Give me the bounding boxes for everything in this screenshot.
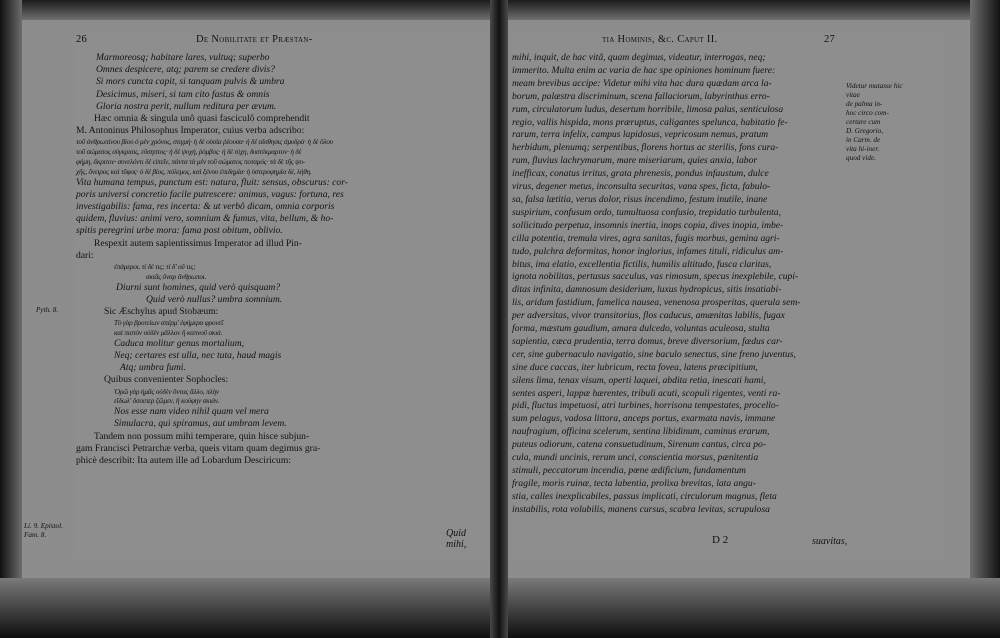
right-text-line: naufragium, officina scelerum, sentina libidinum, caminus erarum, (512, 426, 770, 438)
left-text-line: investigabilis: fama, res incerta: & ut verbô dicam, omnia corporis (76, 201, 335, 213)
left-text-line: Hæc omnia & singula unô quasi fasciculô comprehendit (94, 113, 310, 125)
right-margin-notes (846, 82, 906, 163)
left-text-line: Gloria nostra perit, nullum reditura per ævum. (96, 100, 277, 112)
right-text-line: cilla potentia, tremula vires, agra sanitas, fugis morbus, gemina agri- (512, 232, 780, 244)
right-text-line: sa, falsa lætitia, verus dolor, risus incendimo, festum inutile, inane (512, 193, 768, 205)
right-header (512, 34, 942, 52)
right-margin-note: hoc circo com- (846, 109, 889, 117)
book-gutter (490, 0, 508, 638)
right-text-line: pidi, fluctus impetuosi, atri turbines, horrisona tempestates, procello- (512, 400, 779, 412)
right-text-line: tudo, pulchra deformitas, honor inglorius, infames tituli, ridiculus am- (512, 245, 784, 257)
left-text-line: ἐπάμεροι. τί δέ τις; τί δ' οὔ τις; (114, 262, 196, 272)
left-text-line: Quid verò nullus? umbra somnium. (146, 293, 283, 305)
right-text-line: sollicitudo perpetua, insomnis inertia, inops copia, dives inopia, imbe- (512, 219, 784, 231)
right-text-line: herbidum, plenumq; serpentibus, florens hortus ac sterilis, fons cura- (512, 142, 779, 154)
right-text-line: ditas infinita, damnosum desiderium, luxus hydropicus, sitis insatiabi- (512, 284, 782, 296)
right-text-line: rum, circulatorum ludus, desertum horribile, limosa palus, senticulosa (512, 103, 784, 115)
right-text-line: cula, mundi uncinis, rerum unci, conscientia morsus, pænitentia (512, 452, 759, 464)
left-text-line: χῆς, ὄνειρος καὶ τῦφος· ὁ δὲ βίος, πόλεμος, καὶ ξένου ἐπιδημία· ἡ ὑστεροφημία δὲ, λήθη. (76, 166, 312, 176)
right-text-line: puteus odiorum, catena consuetudinum, Sirenum cantus, circa po- (512, 439, 767, 451)
left-text-line: Diurni sunt homines, quid verò quisquam? (116, 281, 281, 293)
right-text-line: silens lima, tenax visum, operti laquei, abdita retia, inescati hami, (512, 374, 766, 386)
right-margin-note: quod vide. (846, 154, 876, 162)
left-text-line: gam Francisci Petrarchæ verba, queis vitam quam degimus gra- (76, 442, 321, 454)
left-text-line: Atq; umbra fumi. (120, 362, 186, 374)
right-text-line: suspirium, confusum ordo, tumultuosa confusio, trepidatio turbulenta, (512, 206, 781, 218)
right-text-line: per adversitas, vivor transitorius, flos caducus, amænitas labilis, fugax (512, 310, 785, 322)
left-text-line: M. Antoninus Philosophus Imperator, cuius verba adscribo: (76, 125, 305, 137)
left-text-line: Nos esse nam video nihil quam vel mera (114, 406, 269, 418)
right-margin-note: in Carm. de (846, 136, 881, 144)
left-text-line: καὶ πιστὸν οὐδὲν μᾶλλον ἢ καπνοῦ σκιά. (114, 328, 223, 338)
right-text-line: fragile, moris ruinæ, tecta labentia, prolixa brevitas, lata angu- (512, 477, 756, 489)
right-text-line: rum, fluvius lachrymarum, mare miseriarum, quies anxia, labor (512, 155, 758, 167)
right-margin-note: certare cum (846, 118, 881, 126)
left-text-line: spitis peregrini urbe mora: fama post obitum, oblivio. (76, 225, 283, 237)
right-text-line: mihi, inquit, de hac vitâ, quam degimus, videatur, interrogas, neq; (512, 52, 766, 63)
right-running-head: tia Hominis, &c. Caput II. (602, 34, 718, 45)
right-text-line: rarum, terra infelix, campus lapidosus, vepricosum nemus, pratum (512, 129, 769, 141)
left-margin-note-2: Li. 9. Epistol. Fam. 8. (24, 522, 63, 539)
left-text-line: Quibus convenienter Sophocles: (104, 374, 229, 386)
left-running-head: De Nobilitate et Præstan- (196, 34, 313, 45)
left-text-line: Ὁρῶ γὰρ ἡμᾶς οὐδὲν ὄντας ἄλλο, πλὴν (114, 386, 219, 396)
right-text-line: inefficax, conatus irritus, grata phrenesis, pondus infaustum, dulce (512, 168, 769, 180)
right-margin-note: de palma in- (846, 100, 883, 108)
left-text-line: Tandem non possum mihi temperare, quin hisce subjun- (94, 430, 310, 442)
left-text-line: Desicimus, miseri, si tam cito fastus & omnis (96, 88, 270, 100)
left-text-line: Sic Æschylus apud Stobæum: (104, 306, 219, 318)
right-page-number: 27 (824, 34, 836, 45)
left-text-line: Vita humana tempus, punctum est: natura, fluit: sensus, obscurus: cor- (76, 176, 348, 188)
right-text-line: stia, calles inexplicabiles, passus implicati, circulorum magnus, fleta (512, 490, 777, 502)
right-text-line: regio, vallis hispida, mons præruptus, caligantes spelunca, habitatio fe- (512, 116, 788, 128)
right-text-line: forma, mæstum gaudium, amara dulcedo, voluntas aculeosa, stulta (512, 323, 770, 335)
right-text-line: sine duce caccas, iter lubricum, recta fovea, latens præcipitium, (512, 361, 758, 373)
left-text-line: poris universi concretio facile putrescere: animus, vagus: fortuna, res (76, 188, 344, 200)
right-margin-note: Videtur mutasse hic vitae (846, 82, 903, 99)
left-text-line: Omnes despicere, atq; parem se credere divis? (96, 64, 275, 76)
right-text-line: cer, sine gubernaculo navigatio, sine baculo senectus, sine freno juventus, (512, 348, 796, 360)
right-text-line: bitus, ima elatio, excellentia fictilis, humilis altitudo, fusca claritas, (512, 258, 772, 270)
right-text-line: sentes asperi, lappæ hærentes, tribuli acuti, scopuli rigentes, venti ra- (512, 387, 781, 399)
right-text-line: lis, aridum fastidium, famelica nausea, venenosa prosperitas, querula sem- (512, 297, 801, 309)
left-text-line: Marmoreosq; habitare lares, vultuq; superbo (96, 52, 270, 63)
left-text-line: τοῦ σώματος σύγκρισις, εὔσηπτος· ἡ δὲ ψυχή, ῥόμβος· ἡ δὲ τύχη, δυστέκμαρτον· ἡ δὲ (76, 147, 302, 157)
left-text-line: Respexit autem sapientissimus Imperator ad illud Pin- (94, 237, 302, 249)
left-text-line: τοῦ ἀνθρωπίνου βίου ὁ μὲν χρόνος, στιγμή· ἡ δὲ οὐσία ῥέουσα· ἡ δὲ αἴσθησις ἀμυδρά· ἡ δὲ ὅλου (76, 137, 333, 147)
right-text-line: immerito. Multa enim ac varia de hac spe opiniones hominum fuere: (512, 64, 776, 76)
page-edge-left (0, 0, 22, 638)
signature-mark: D 2 (712, 534, 729, 546)
left-text-line: Si mors cuncta capit, si tanquam pulvis & umbra (96, 76, 285, 88)
left-header (76, 34, 486, 52)
right-margin-note: vita hi-iner. (846, 145, 880, 153)
right-catchword: suavitas, (812, 536, 848, 547)
page-edge-right (970, 0, 1000, 638)
right-text-line: ignota nobilitas, pertusus sacculus, vas rimosum, specus inexplebile, cupi- (512, 271, 799, 283)
left-text-line: phicè describit: Ita autem ille ad Lobardum Desciricum: (76, 455, 291, 467)
left-catchword: Quid mihi, (446, 528, 467, 550)
left-margin-note-1: Pyth. 8. (36, 306, 59, 314)
left-text-line: φήμη, ἄκριτον· συνελόντι δὲ εἰπεῖν, πάντα τὰ μὲν τοῦ σώματος ποταμός· τὰ δὲ τῆς ψυ- (76, 157, 305, 167)
right-text-line: sapientia, cæca prudentia, terra domus, breve diversorium, fædus car- (512, 335, 783, 347)
right-text-line: meam brevibus accipe: Videtur mihi vita hac dura quædam arca la- (512, 77, 772, 89)
right-text-line: instabilis, rota volubilis, manens cursus, scabra levitas, scrupulosa (512, 503, 770, 515)
left-page-number: 26 (76, 34, 88, 45)
right-text-line: sum pelagus, vadosa littora, anceps portus, exarmata navis, immane (512, 413, 776, 425)
right-text-line: stimuli, peccatorum incendia, pœne ædificium, fundamentum (512, 465, 746, 476)
left-text-line: εἴδωλ' ὅσοιπερ ζῶμεν, ἢ κούφην σκιάν. (114, 396, 220, 406)
left-text-line: Simulacra, qui spiramus, aut umbram levem. (114, 418, 287, 430)
left-text-line: σκιᾶς ὄναρ ἄνθρωποι. (146, 271, 207, 281)
right-text-line: borum, palæstra discriminum, scena fallaciorum, labyrinthus erro- (512, 90, 770, 102)
left-text-line: Τὸ γὰρ βροτείων σπέρμ' ἐφήμερα φρονεῖ (114, 318, 223, 328)
left-text-line: Caduca molitur genus mortalium, (114, 337, 245, 349)
left-text-line: dari: (76, 249, 94, 261)
left-text-line: quidem, fluvius: animi vero, somnium & fumus, vita, bellum, & ho- (76, 213, 334, 225)
right-margin-note: D. Gregorio, (846, 127, 884, 135)
right-text-line: virus, degener metus, inconsulta securitas, vana spes, ficta, fabulo- (512, 181, 771, 193)
left-text-block (76, 52, 486, 467)
left-text-line: Neq; certares est ulla, nec tuta, haud magis (114, 350, 282, 362)
left-page (76, 34, 486, 554)
